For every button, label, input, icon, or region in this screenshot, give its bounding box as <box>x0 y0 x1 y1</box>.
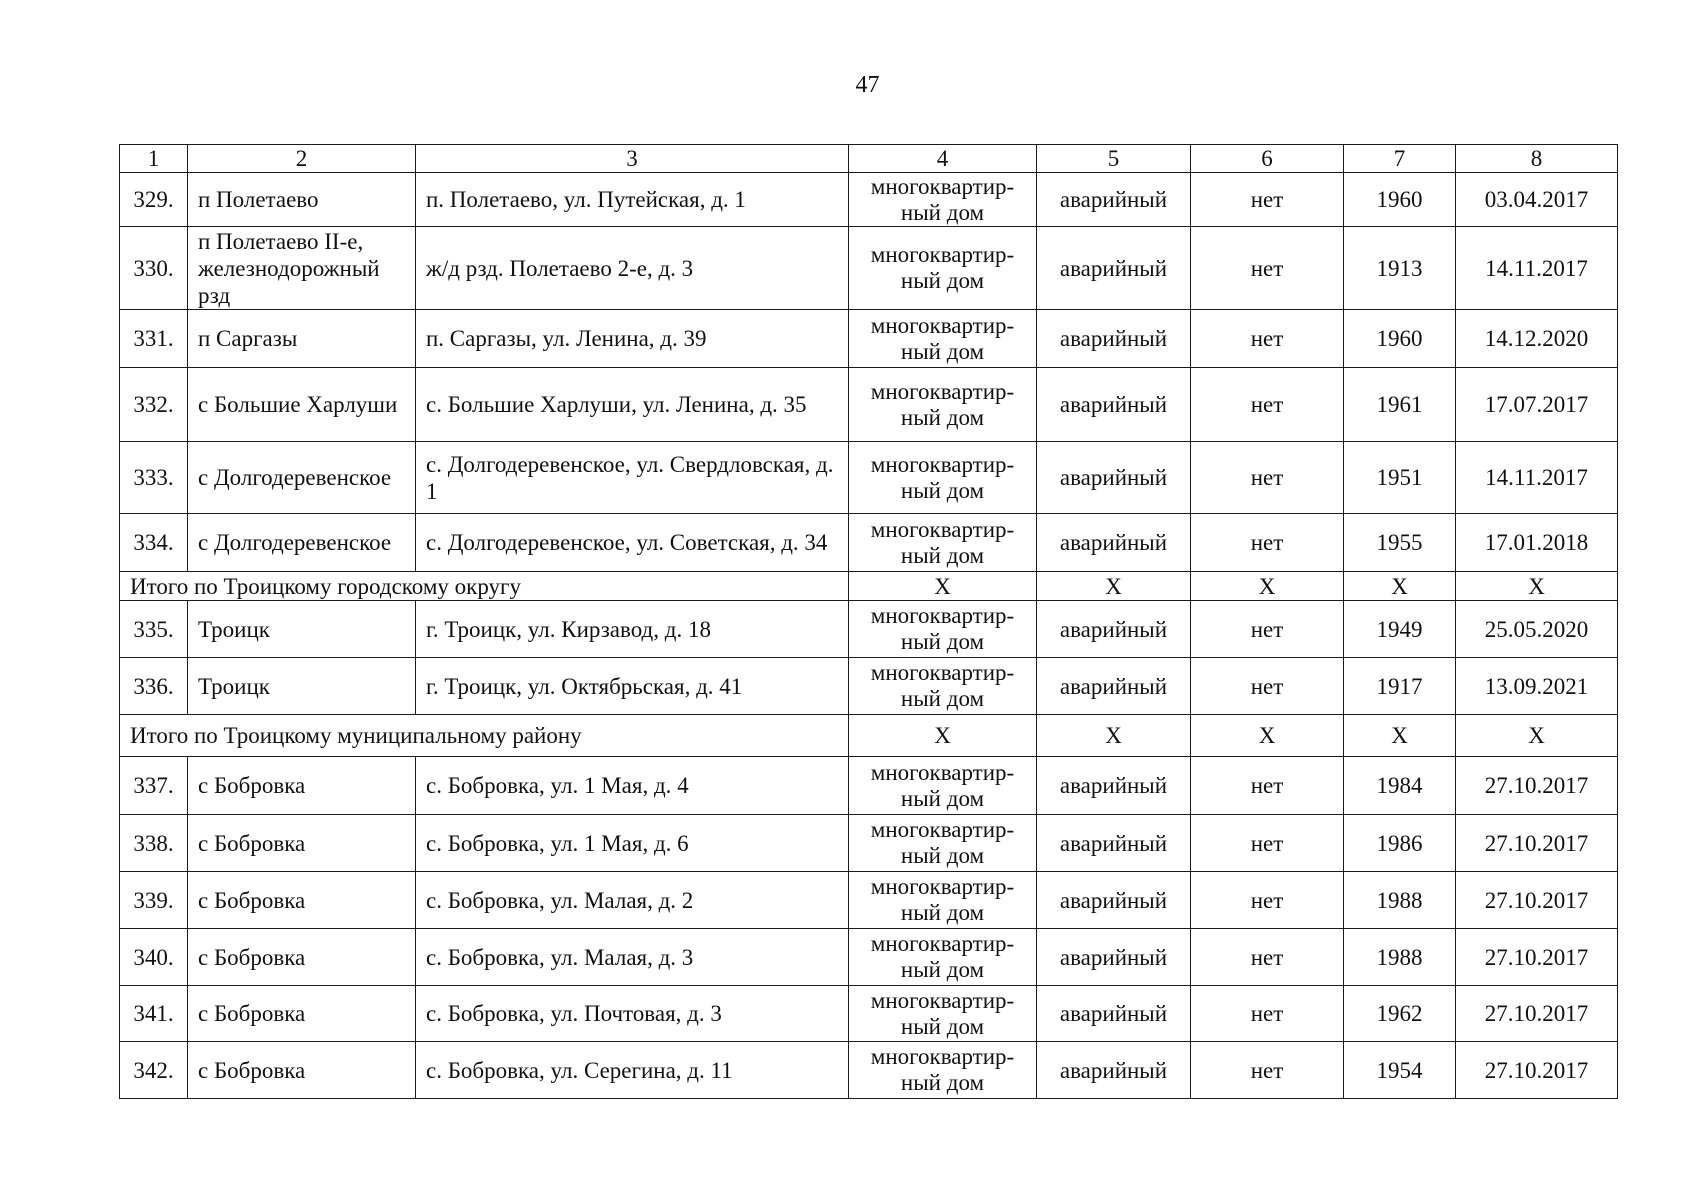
subtotal-mark: X <box>1456 572 1618 601</box>
subtotal-mark: X <box>1456 715 1618 757</box>
settlement-cell: с Бобровка <box>188 1042 416 1099</box>
condition-cell: аварийный <box>1037 514 1191 572</box>
table-row <box>120 872 1618 929</box>
table-row <box>120 514 1618 572</box>
condition-cell: аварийный <box>1037 658 1191 715</box>
column-number-2: 2 <box>188 145 416 173</box>
row-number-cell: 332. <box>120 368 188 442</box>
address-cell: с. Бобровка, ул. Почтовая, д. 3 <box>416 986 849 1042</box>
row-number-cell: 333. <box>120 442 188 514</box>
subtotal-label: Итого по Троицкому муниципальному району <box>120 715 849 757</box>
flag-cell: нет <box>1191 310 1344 368</box>
settlement-cell: п Полетаево II-е, железнодорожный рзд <box>188 227 416 310</box>
year-cell: 1954 <box>1344 1042 1456 1099</box>
table-row <box>120 227 1618 310</box>
year-cell: 1986 <box>1344 815 1456 872</box>
subtotal-mark: X <box>1191 715 1344 757</box>
building-type-cell: многоквартир-ный дом <box>849 872 1037 929</box>
date-cell: 27.10.2017 <box>1456 815 1618 872</box>
registry-body <box>120 173 1618 1099</box>
subtotal-mark: X <box>849 715 1037 757</box>
year-cell: 1951 <box>1344 442 1456 514</box>
settlement-cell: с Долгодеревенское <box>188 442 416 514</box>
table-row <box>120 368 1618 442</box>
year-cell: 1949 <box>1344 601 1456 658</box>
settlement-cell: с Бобровка <box>188 757 416 815</box>
building-type-cell: многоквартир-ный дом <box>849 442 1037 514</box>
row-number-cell: 342. <box>120 1042 188 1099</box>
building-type-cell: многоквартир-ный дом <box>849 514 1037 572</box>
year-cell: 1961 <box>1344 368 1456 442</box>
column-number-8: 8 <box>1456 145 1618 173</box>
settlement-cell: Троицк <box>188 658 416 715</box>
address-cell: п. Полетаево, ул. Путейская, д. 1 <box>416 173 849 227</box>
address-cell: с. Бобровка, ул. Малая, д. 3 <box>416 929 849 986</box>
address-cell: г. Троицк, ул. Кирзавод, д. 18 <box>416 601 849 658</box>
flag-cell: нет <box>1191 872 1344 929</box>
condition-cell: аварийный <box>1037 757 1191 815</box>
subtotal-mark: X <box>1191 572 1344 601</box>
year-cell: 1917 <box>1344 658 1456 715</box>
building-type-cell: многоквартир-ный дом <box>849 929 1037 986</box>
table-row <box>120 658 1618 715</box>
flag-cell: нет <box>1191 1042 1344 1099</box>
flag-cell: нет <box>1191 815 1344 872</box>
condition-cell: аварийный <box>1037 815 1191 872</box>
year-cell: 1988 <box>1344 872 1456 929</box>
condition-cell: аварийный <box>1037 368 1191 442</box>
date-cell: 17.01.2018 <box>1456 514 1618 572</box>
table-row <box>120 442 1618 514</box>
page-number: 47 <box>855 72 880 98</box>
subtotal-mark: X <box>1344 572 1456 601</box>
column-number-header-row <box>120 145 1618 173</box>
row-number-cell: 329. <box>120 173 188 227</box>
building-type-cell: многоквартир-ный дом <box>849 658 1037 715</box>
building-type-cell: многоквартир-ный дом <box>849 1042 1037 1099</box>
building-type-cell: многоквартир-ный дом <box>849 368 1037 442</box>
condition-cell: аварийный <box>1037 929 1191 986</box>
date-cell: 13.09.2021 <box>1456 658 1618 715</box>
condition-cell: аварийный <box>1037 227 1191 310</box>
subtotal-label: Итого по Троицкому городскому округу <box>120 572 849 601</box>
flag-cell: нет <box>1191 601 1344 658</box>
flag-cell: нет <box>1191 929 1344 986</box>
date-cell: 03.04.2017 <box>1456 173 1618 227</box>
year-cell: 1960 <box>1344 310 1456 368</box>
settlement-cell: п Саргазы <box>188 310 416 368</box>
column-number-3: 3 <box>416 145 849 173</box>
settlement-cell: с Бобровка <box>188 986 416 1042</box>
subtotal-mark: X <box>1344 715 1456 757</box>
table-row <box>120 986 1618 1042</box>
table-row <box>120 929 1618 986</box>
subtotal-mark: X <box>1037 572 1191 601</box>
row-number-cell: 336. <box>120 658 188 715</box>
address-cell: с. Бобровка, ул. 1 Мая, д. 4 <box>416 757 849 815</box>
condition-cell: аварийный <box>1037 601 1191 658</box>
year-cell: 1955 <box>1344 514 1456 572</box>
building-type-cell: многоквартир-ный дом <box>849 310 1037 368</box>
table-row <box>120 601 1618 658</box>
condition-cell: аварийный <box>1037 310 1191 368</box>
date-cell: 25.05.2020 <box>1456 601 1618 658</box>
date-cell: 27.10.2017 <box>1456 757 1618 815</box>
subtotal-row <box>120 572 1618 601</box>
date-cell: 27.10.2017 <box>1456 929 1618 986</box>
date-cell: 14.11.2017 <box>1456 227 1618 310</box>
year-cell: 1960 <box>1344 173 1456 227</box>
year-cell: 1913 <box>1344 227 1456 310</box>
date-cell: 17.07.2017 <box>1456 368 1618 442</box>
address-cell: с. Бобровка, ул. Серегина, д. 11 <box>416 1042 849 1099</box>
address-cell: с. Бобровка, ул. Малая, д. 2 <box>416 872 849 929</box>
building-type-cell: многоквартир-ный дом <box>849 986 1037 1042</box>
flag-cell: нет <box>1191 227 1344 310</box>
flag-cell: нет <box>1191 986 1344 1042</box>
row-number-cell: 331. <box>120 310 188 368</box>
table-row <box>120 1042 1618 1099</box>
date-cell: 14.11.2017 <box>1456 442 1618 514</box>
address-cell: с. Бобровка, ул. 1 Мая, д. 6 <box>416 815 849 872</box>
building-type-cell: многоквартир-ный дом <box>849 757 1037 815</box>
condition-cell: аварийный <box>1037 872 1191 929</box>
settlement-cell: с Большие Харлуши <box>188 368 416 442</box>
housing-registry-table <box>119 144 1618 1099</box>
building-type-cell: многоквартир-ный дом <box>849 815 1037 872</box>
column-number-5: 5 <box>1037 145 1191 173</box>
subtotal-mark: X <box>849 572 1037 601</box>
column-number-4: 4 <box>849 145 1037 173</box>
condition-cell: аварийный <box>1037 1042 1191 1099</box>
subtotal-mark: X <box>1037 715 1191 757</box>
year-cell: 1962 <box>1344 986 1456 1042</box>
row-number-cell: 335. <box>120 601 188 658</box>
building-type-cell: многоквартир-ный дом <box>849 173 1037 227</box>
table-row <box>120 173 1618 227</box>
date-cell: 14.12.2020 <box>1456 310 1618 368</box>
row-number-cell: 334. <box>120 514 188 572</box>
row-number-cell: 339. <box>120 872 188 929</box>
flag-cell: нет <box>1191 757 1344 815</box>
address-cell: с. Большие Харлуши, ул. Ленина, д. 35 <box>416 368 849 442</box>
table-row <box>120 757 1618 815</box>
date-cell: 27.10.2017 <box>1456 872 1618 929</box>
column-number-7: 7 <box>1344 145 1456 173</box>
row-number-cell: 340. <box>120 929 188 986</box>
address-cell: г. Троицк, ул. Октябрьская, д. 41 <box>416 658 849 715</box>
address-cell: с. Долгодеревенское, ул. Свердловская, д. 1 <box>416 442 849 514</box>
address-cell: ж/д рзд. Полетаево 2-е, д. 3 <box>416 227 849 310</box>
subtotal-row <box>120 715 1618 757</box>
table-row <box>120 815 1618 872</box>
building-type-cell: многоквартир-ный дом <box>849 601 1037 658</box>
row-number-cell: 337. <box>120 757 188 815</box>
flag-cell: нет <box>1191 173 1344 227</box>
address-cell: с. Долгодеревенское, ул. Советская, д. 34 <box>416 514 849 572</box>
year-cell: 1984 <box>1344 757 1456 815</box>
column-number-6: 6 <box>1191 145 1344 173</box>
condition-cell: аварийный <box>1037 442 1191 514</box>
date-cell: 27.10.2017 <box>1456 1042 1618 1099</box>
date-cell: 27.10.2017 <box>1456 986 1618 1042</box>
flag-cell: нет <box>1191 368 1344 442</box>
settlement-cell: с Бобровка <box>188 815 416 872</box>
row-number-cell: 341. <box>120 986 188 1042</box>
settlement-cell: с Бобровка <box>188 872 416 929</box>
flag-cell: нет <box>1191 442 1344 514</box>
settlement-cell: с Бобровка <box>188 929 416 986</box>
settlement-cell: п Полетаево <box>188 173 416 227</box>
condition-cell: аварийный <box>1037 986 1191 1042</box>
flag-cell: нет <box>1191 658 1344 715</box>
flag-cell: нет <box>1191 514 1344 572</box>
row-number-cell: 330. <box>120 227 188 310</box>
address-cell: п. Саргазы, ул. Ленина, д. 39 <box>416 310 849 368</box>
column-number-1: 1 <box>120 145 188 173</box>
table-row <box>120 310 1618 368</box>
settlement-cell: Троицк <box>188 601 416 658</box>
row-number-cell: 338. <box>120 815 188 872</box>
condition-cell: аварийный <box>1037 173 1191 227</box>
year-cell: 1988 <box>1344 929 1456 986</box>
building-type-cell: многоквартир-ный дом <box>849 227 1037 310</box>
settlement-cell: с Долгодеревенское <box>188 514 416 572</box>
